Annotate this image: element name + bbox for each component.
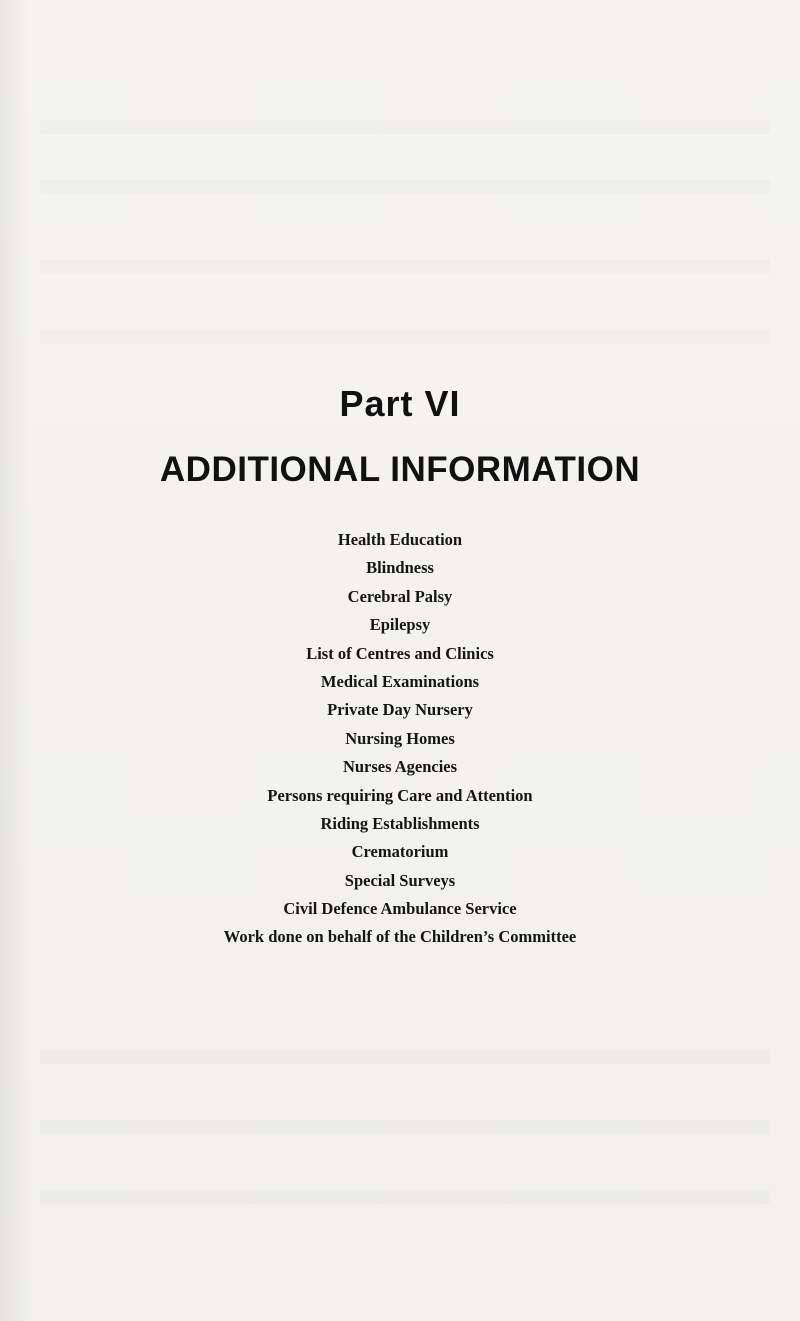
contents-item: Civil Defence Ambulance Service: [283, 899, 517, 919]
contents-item: Nursing Homes: [345, 728, 455, 748]
contents-item: Private Day Nursery: [327, 700, 473, 720]
bleed-through-texture: [40, 1190, 770, 1204]
bleed-through-texture: [40, 260, 770, 274]
bleed-through-texture: [40, 1050, 770, 1064]
part-heading: Part VI: [339, 383, 461, 424]
contents-item: Work done on behalf of the Children’s Committee: [223, 927, 577, 947]
contents-item: Cerebral Palsy: [347, 586, 453, 606]
contents-item: List of Centres and Clinics: [306, 643, 494, 663]
contents-item: Medical Examinations: [320, 671, 480, 691]
contents-item: Epilepsy: [369, 615, 431, 635]
contents-item: Blindness: [366, 558, 434, 578]
bleed-through-texture: [40, 1120, 770, 1134]
contents-item: Health Education: [337, 530, 463, 549]
bleed-through-texture: [40, 180, 770, 194]
bleed-through-texture: [40, 330, 770, 344]
contents-item: Crematorium: [351, 842, 449, 862]
contents-item: Nurses Agencies: [342, 757, 458, 777]
contents-item: Persons requiring Care and Attention: [267, 785, 533, 805]
section-title: ADDITIONAL INFORMATION: [159, 450, 641, 489]
bleed-through-texture: [40, 120, 770, 134]
contents-item: Riding Establishments: [320, 813, 480, 833]
contents-list: [0, 526, 800, 952]
contents-item: Special Surveys: [344, 870, 456, 890]
